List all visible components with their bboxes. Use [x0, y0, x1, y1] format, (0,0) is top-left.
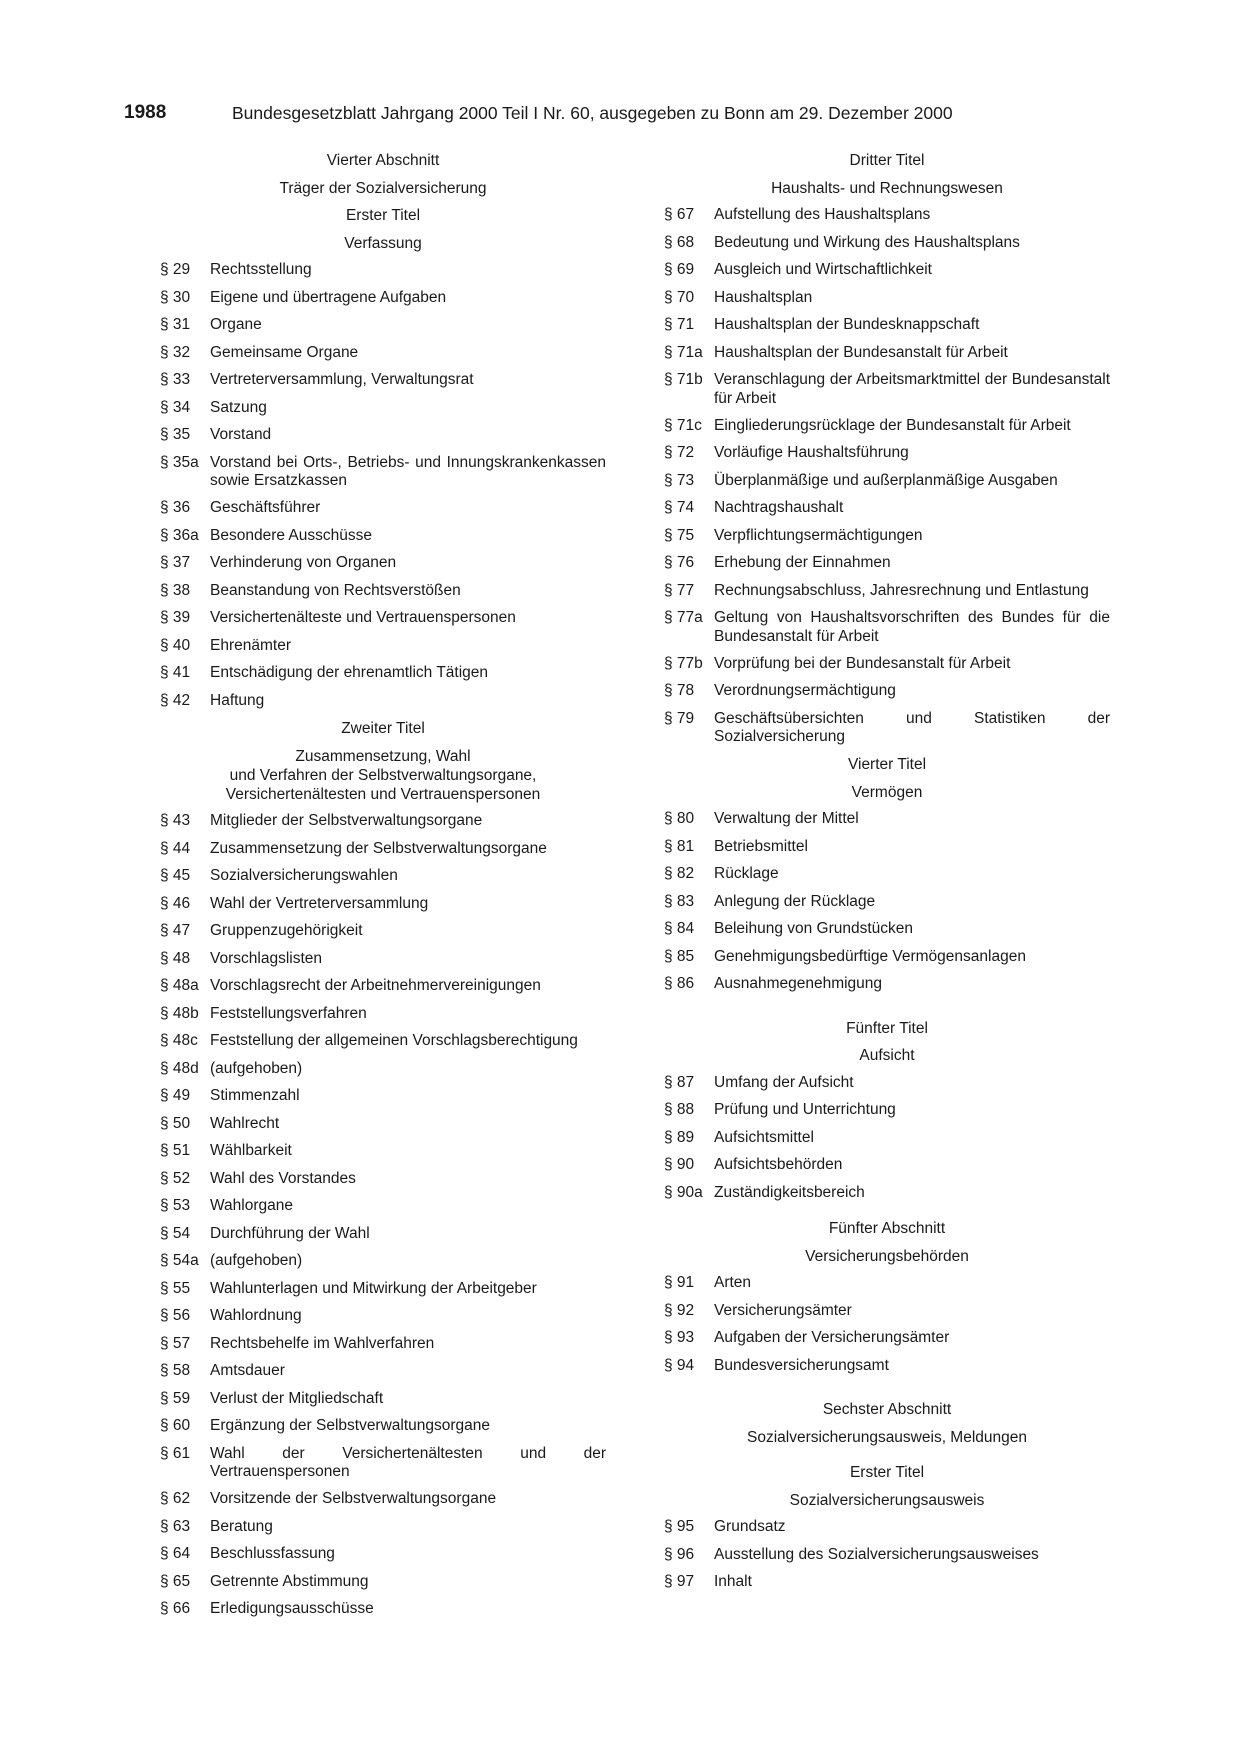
section-title: Vorschlagslisten	[210, 949, 323, 967]
toc-entry	[664, 1329, 1110, 1348]
section-title: Stimmenzahl	[210, 1087, 300, 1104]
toc-entry	[160, 1573, 606, 1592]
toc-entry	[664, 975, 1110, 994]
toc-entry	[160, 261, 606, 280]
section-number: § 52	[160, 1169, 191, 1187]
section-number: § 41	[160, 664, 191, 681]
section-number: § 53	[160, 1197, 191, 1214]
section-title: Vorstand bei Orts-, Betriebs- und Innungskrankenkassen sowie Ersatzkassen	[210, 453, 606, 489]
section-title: Anlegung der Rücklage	[714, 892, 876, 910]
section-number: § 40	[160, 636, 191, 654]
section-title: Erhebung der Einnahmen	[714, 554, 891, 571]
section-number: § 75	[664, 526, 695, 544]
section-title: Bedeutung und Wirkung des Haushaltsplans	[714, 233, 1020, 251]
toc-entry	[664, 289, 1110, 308]
section-heading: Dritter Titel	[849, 152, 925, 169]
section-number: § 67	[664, 206, 695, 223]
section-title: Rechtsstellung	[210, 261, 312, 278]
section-title: Vorprüfung bei der Bundesanstalt für Arbeit	[714, 654, 1011, 672]
toc-entry	[160, 1170, 606, 1189]
section-number: § 30	[160, 288, 191, 306]
section-number: § 86	[664, 975, 695, 992]
section-title: Gemeinsame Organe	[210, 343, 359, 361]
section-number: § 71c	[664, 416, 702, 434]
section-title: Nachtragshaushalt	[714, 499, 844, 516]
section-title: Verpflichtungsermächtigungen	[714, 526, 923, 544]
toc-entry	[664, 234, 1110, 253]
section-number: § 77a	[664, 609, 703, 626]
section-number: § 59	[160, 1389, 191, 1407]
section-title: Geschäftsführer	[210, 499, 321, 516]
toc-entry	[664, 1546, 1110, 1565]
section-title: Vorschlagsrecht der Arbeitnehmervereinigungen	[210, 977, 541, 994]
section-title: Amtsdauer	[210, 1362, 285, 1379]
section-heading-line: Versichertenältesten und Vertrauenspersonen	[225, 785, 541, 803]
toc-entry	[664, 371, 1110, 408]
section-number: § 43	[160, 812, 191, 829]
section-title: Bundesversicherungsamt	[714, 1356, 889, 1374]
section-number: § 71b	[664, 371, 703, 388]
section-heading: Sozialversicherungsausweis	[789, 1491, 985, 1509]
section-number: § 90a	[664, 1183, 703, 1201]
section-number: § 68	[664, 233, 695, 251]
section-number: § 47	[160, 922, 191, 939]
section-number: § 93	[664, 1329, 695, 1346]
toc-entry	[160, 371, 606, 390]
section-number: § 70	[664, 288, 695, 306]
section-title: Genehmigungsbedürftige Vermögensanlagen	[714, 947, 1026, 965]
section-title: Zusammensetzung der Selbstverwaltungsorgane	[210, 839, 547, 857]
section-number: § 48c	[160, 1032, 198, 1049]
section-heading: Haushalts- und Rechnungswesen	[771, 179, 1003, 197]
section-number: § 31	[160, 316, 191, 333]
section-title: Wählbarkeit	[210, 1142, 292, 1159]
section-number: § 87	[664, 1073, 695, 1091]
section-number: § 69	[664, 261, 695, 278]
section-number: § 80	[664, 810, 695, 827]
section-number: § 74	[664, 499, 695, 516]
toc-entry	[664, 710, 1110, 747]
section-number: § 54	[160, 1224, 191, 1242]
section-number: § 60	[160, 1417, 191, 1434]
toc-entry	[664, 920, 1110, 939]
section-number: § 35a	[160, 453, 199, 471]
section-title: Beleihung von Grundstücken	[714, 920, 914, 937]
toc-entry	[160, 1362, 606, 1381]
toc-entry	[664, 893, 1110, 912]
toc-entry	[160, 1005, 606, 1024]
section-heading: Erster Titel	[849, 1464, 925, 1481]
section-heading-line: Zusammensetzung, Wahl	[295, 747, 471, 765]
toc-entry	[160, 344, 606, 363]
toc-entry	[664, 655, 1110, 674]
toc-entry	[664, 527, 1110, 546]
toc-entry	[160, 527, 606, 546]
toc-entry	[664, 344, 1110, 363]
section-number: § 32	[160, 343, 191, 361]
toc-entry	[160, 1490, 606, 1509]
section-number: § 71a	[664, 343, 703, 361]
toc-entry	[664, 444, 1110, 463]
section-heading	[160, 747, 606, 804]
section-title: Rücklage	[714, 865, 779, 882]
toc-entry	[160, 1600, 606, 1619]
section-title: Rechtsbehelfe im Wahlverfahren	[210, 1334, 435, 1352]
section-title: Wahl der Vertreterversammlung	[210, 894, 429, 912]
toc-entry	[160, 977, 606, 996]
toc-entry	[160, 895, 606, 914]
section-title: Durchführung der Wahl	[210, 1224, 370, 1242]
section-heading: Sechster Abschnitt	[822, 1401, 952, 1418]
section-number: § 94	[664, 1356, 695, 1374]
section-number: § 34	[160, 398, 191, 416]
section-number: § 33	[160, 371, 191, 388]
toc-entry	[664, 865, 1110, 884]
section-heading: Aufsicht	[859, 1047, 915, 1064]
spacer	[664, 1003, 1110, 1019]
section-number: § 36a	[160, 526, 199, 544]
section-number: § 90	[664, 1156, 695, 1173]
section-heading: Fünfter Abschnitt	[828, 1220, 946, 1237]
toc-entry	[160, 692, 606, 711]
toc-entry	[664, 1573, 1110, 1592]
toc-entry	[160, 922, 606, 941]
section-title: Arten	[714, 1274, 752, 1291]
section-title: Eingliederungsrücklage der Bundesanstalt für Arbeit	[714, 416, 1071, 434]
section-title: Ausgleich und Wirtschaftlichkeit	[714, 261, 932, 278]
section-number: § 79	[664, 709, 695, 727]
section-number: § 97	[664, 1573, 695, 1590]
section-title: Prüfung und Unterrichtung	[714, 1101, 896, 1118]
section-title: Aufsichtsmittel	[714, 1128, 814, 1146]
section-title: Veranschlagung der Arbeitsmarktmittel der Bundesanstalt für Arbeit	[714, 371, 1110, 407]
section-number: § 78	[664, 682, 695, 699]
toc-entry	[160, 950, 606, 969]
section-title: Inhalt	[714, 1573, 752, 1590]
section-heading: Erster Titel	[345, 207, 421, 224]
section-title: Wahlordnung	[210, 1307, 302, 1324]
toc-entry	[160, 1197, 606, 1216]
toc-entry	[664, 316, 1110, 335]
left-column	[160, 151, 606, 1628]
toc-entry	[664, 1302, 1110, 1321]
section-title: Sozialversicherungswahlen	[210, 867, 398, 884]
toc-entry	[160, 840, 606, 859]
section-number: § 42	[160, 691, 191, 709]
section-title: Beratung	[210, 1517, 273, 1535]
toc-entry	[160, 609, 606, 628]
toc-entry	[664, 838, 1110, 857]
section-number: § 56	[160, 1307, 191, 1324]
section-title: Versichertenälteste und Vertrauenspersonen	[210, 609, 516, 626]
section-number: § 45	[160, 867, 191, 884]
section-number: § 89	[664, 1128, 695, 1146]
section-number: § 50	[160, 1114, 191, 1132]
section-heading: Vierter Titel	[847, 756, 927, 773]
section-title: Organe	[210, 316, 262, 333]
toc-entry	[160, 1545, 606, 1564]
toc-entry	[160, 812, 606, 831]
section-number: § 96	[664, 1545, 695, 1563]
section-title: Wahlunterlagen und Mitwirkung der Arbeitgeber	[210, 1279, 537, 1297]
toc-entry	[160, 1335, 606, 1354]
toc-entry	[160, 399, 606, 418]
running-title: Bundesgesetzblatt Jahrgang 2000 Teil I Nr. 60, ausgegeben zu Bonn am 29. Dezember 2000	[232, 103, 953, 123]
section-number: § 64	[160, 1545, 191, 1562]
section-number: § 54a	[160, 1252, 199, 1269]
toc-entry	[160, 1142, 606, 1161]
spacer	[664, 1211, 1110, 1219]
section-title: Verordnungsermächtigung	[714, 682, 896, 699]
section-number: § 83	[664, 892, 695, 910]
toc-entry	[160, 1518, 606, 1537]
section-title: Haftung	[210, 691, 265, 709]
toc-entry	[664, 206, 1110, 225]
section-number: § 48d	[160, 1059, 199, 1077]
toc-entry	[664, 1129, 1110, 1148]
section-title: (aufgehoben)	[210, 1059, 303, 1077]
section-title: Rechnungsabschluss, Jahresrechnung und Entlastung	[714, 581, 1089, 599]
spacer	[664, 1455, 1110, 1463]
section-title: Verhinderung von Organen	[210, 554, 397, 571]
section-title: Ausstellung des Sozialversicherungsausweises	[714, 1545, 1039, 1563]
section-number: § 77	[664, 581, 695, 599]
toc-entry	[664, 1357, 1110, 1376]
toc-entry	[160, 1417, 606, 1436]
toc-entry	[160, 1087, 606, 1106]
section-number: § 37	[160, 554, 191, 571]
section-title: Überplanmäßige und außerplanmäßige Ausgaben	[714, 471, 1058, 489]
section-title: Beschlussfassung	[210, 1545, 335, 1562]
section-heading: Sozialversicherungsausweis, Meldungen	[746, 1428, 1027, 1446]
section-heading: Träger der Sozialversicherung	[279, 179, 487, 197]
section-number: § 38	[160, 581, 191, 599]
section-title: Eigene und übertragene Aufgaben	[210, 288, 447, 306]
section-title: Betriebsmittel	[714, 837, 808, 855]
section-number: § 72	[664, 444, 695, 461]
section-title: Geltung von Haushaltsvorschriften des Bundes für die Bundesanstalt für Arbeit	[714, 609, 1110, 645]
section-title: Vertreterversammlung, Verwaltungsrat	[210, 371, 474, 388]
section-number: § 77b	[664, 654, 703, 672]
toc-entry	[664, 472, 1110, 491]
section-number: § 44	[160, 839, 191, 857]
toc-entry	[664, 1518, 1110, 1537]
toc-entry	[160, 1280, 606, 1299]
toc-entry	[664, 582, 1110, 601]
section-title: Satzung	[210, 398, 267, 416]
section-number: § 29	[160, 261, 191, 278]
section-number: § 85	[664, 947, 695, 965]
section-heading: Vermögen	[851, 783, 923, 801]
section-title: (aufgehoben)	[210, 1252, 303, 1269]
section-heading: Zweiter Titel	[341, 720, 425, 737]
toc-entry	[664, 682, 1110, 701]
section-number: § 76	[664, 554, 695, 571]
section-number: § 49	[160, 1087, 191, 1104]
toc-entry	[160, 1445, 606, 1482]
toc-entry	[160, 867, 606, 886]
section-heading: Vierter Abschnitt	[326, 152, 440, 169]
section-title: Verlust der Mitgliedschaft	[210, 1389, 384, 1407]
section-title: Entschädigung der ehrenamtlich Tätigen	[210, 664, 489, 681]
section-number: § 66	[160, 1600, 191, 1617]
toc-entry	[664, 417, 1110, 436]
page-header	[124, 100, 1004, 126]
section-number: § 58	[160, 1362, 191, 1379]
section-title: Vorsitzende der Selbstverwaltungsorgane	[210, 1490, 497, 1507]
section-title: Mitglieder der Selbstverwaltungsorgane	[210, 812, 483, 829]
section-title: Erledigungsausschüsse	[210, 1600, 374, 1617]
section-number: § 46	[160, 894, 191, 912]
toc-entry	[664, 609, 1110, 646]
section-title: Besondere Ausschüsse	[210, 526, 372, 544]
section-number: § 91	[664, 1274, 695, 1291]
section-number: § 51	[160, 1142, 191, 1159]
section-title: Gruppenzugehörigkeit	[210, 922, 363, 939]
toc-entry	[160, 664, 606, 683]
section-title: Verwaltung der Mittel	[714, 810, 859, 827]
toc-entry	[160, 1307, 606, 1326]
toc-entry	[664, 948, 1110, 967]
toc-entry	[160, 316, 606, 335]
section-heading: Verfassung	[344, 234, 422, 252]
section-number: § 48a	[160, 977, 199, 994]
toc-entry	[160, 637, 606, 656]
toc-entry	[664, 1074, 1110, 1093]
section-title: Feststellung der allgemeinen Vorschlagsberechtigung	[210, 1032, 578, 1049]
toc-entry	[160, 1225, 606, 1244]
section-title: Umfang der Aufsicht	[714, 1073, 854, 1091]
section-title: Beanstandung von Rechtsverstößen	[210, 581, 461, 599]
page-number: 1988	[124, 102, 167, 123]
section-title: Zuständigkeitsbereich	[714, 1183, 865, 1201]
section-title: Haushaltsplan	[714, 288, 813, 306]
section-title: Wahl der Versichertenältesten und der Vertrauenspersonen	[210, 1444, 606, 1480]
toc-entry	[664, 1156, 1110, 1175]
section-title: Getrennte Abstimmung	[210, 1572, 369, 1590]
section-heading: Versicherungsbehörden	[805, 1247, 969, 1265]
spacer	[664, 1384, 1110, 1400]
section-heading-line: und Verfahren der Selbstverwaltungsorgane,	[229, 766, 537, 784]
section-number: § 35	[160, 426, 191, 443]
toc-entry	[160, 454, 606, 491]
section-number: § 65	[160, 1572, 191, 1590]
section-title: Aufstellung des Haushaltsplans	[714, 206, 931, 223]
section-title: Aufgaben der Versicherungsämter	[714, 1329, 950, 1346]
toc-entry	[664, 499, 1110, 518]
section-number: § 88	[664, 1101, 695, 1118]
toc-entry	[664, 554, 1110, 573]
section-title: Vorläufige Haushaltsführung	[714, 444, 909, 461]
section-title: Wahlrecht	[210, 1114, 280, 1132]
toc-entry	[664, 1274, 1110, 1293]
toc-entry	[160, 1390, 606, 1409]
section-number: § 95	[664, 1518, 695, 1535]
section-number: § 63	[160, 1517, 191, 1535]
section-number: § 84	[664, 920, 695, 937]
section-number: § 48	[160, 949, 191, 967]
section-title: Haushaltsplan der Bundesknappschaft	[714, 316, 980, 333]
section-number: § 36	[160, 499, 191, 516]
section-number: § 73	[664, 471, 695, 489]
section-number: § 81	[664, 837, 695, 855]
toc-entry	[160, 554, 606, 573]
section-number: § 92	[664, 1301, 695, 1319]
section-title: Ausnahmegenehmigung	[714, 975, 883, 992]
section-number: § 55	[160, 1279, 191, 1297]
section-title: Feststellungsverfahren	[210, 1004, 367, 1022]
section-number: § 39	[160, 609, 191, 626]
section-number: § 61	[160, 1444, 191, 1462]
toc-entry	[664, 1101, 1110, 1120]
section-title: Versicherungsämter	[714, 1301, 852, 1319]
section-number: § 48b	[160, 1004, 199, 1022]
right-column	[664, 151, 1110, 1601]
toc-entry	[664, 261, 1110, 280]
toc-entry	[160, 1252, 606, 1271]
section-title: Ergänzung der Selbstverwaltungsorgane	[210, 1417, 491, 1434]
toc-entry	[160, 1032, 606, 1051]
section-title: Wahlorgane	[210, 1197, 294, 1214]
section-number: § 57	[160, 1334, 191, 1352]
section-heading: Fünfter Titel	[846, 1019, 928, 1037]
toc-entry	[160, 426, 606, 445]
toc-entry	[160, 582, 606, 601]
toc-entry	[664, 1184, 1110, 1203]
toc-entry	[160, 499, 606, 518]
section-title: Vorstand	[210, 426, 272, 443]
toc-entry	[664, 810, 1110, 829]
section-title: Geschäftsübersichten und Statistiken der Sozialversicherung	[714, 709, 1110, 745]
section-title: Grundsatz	[714, 1518, 786, 1535]
section-title: Aufsichtsbehörden	[714, 1156, 843, 1173]
section-title: Ehrenämter	[210, 636, 291, 654]
toc-entry	[160, 1060, 606, 1079]
section-number: § 62	[160, 1490, 191, 1507]
section-title: Wahl des Vorstandes	[210, 1169, 356, 1187]
section-number: § 71	[664, 316, 695, 333]
section-title: Haushaltsplan der Bundesanstalt für Arbeit	[714, 343, 1008, 361]
toc-entry	[160, 1115, 606, 1134]
section-number: § 82	[664, 865, 695, 882]
toc-entry	[160, 289, 606, 308]
